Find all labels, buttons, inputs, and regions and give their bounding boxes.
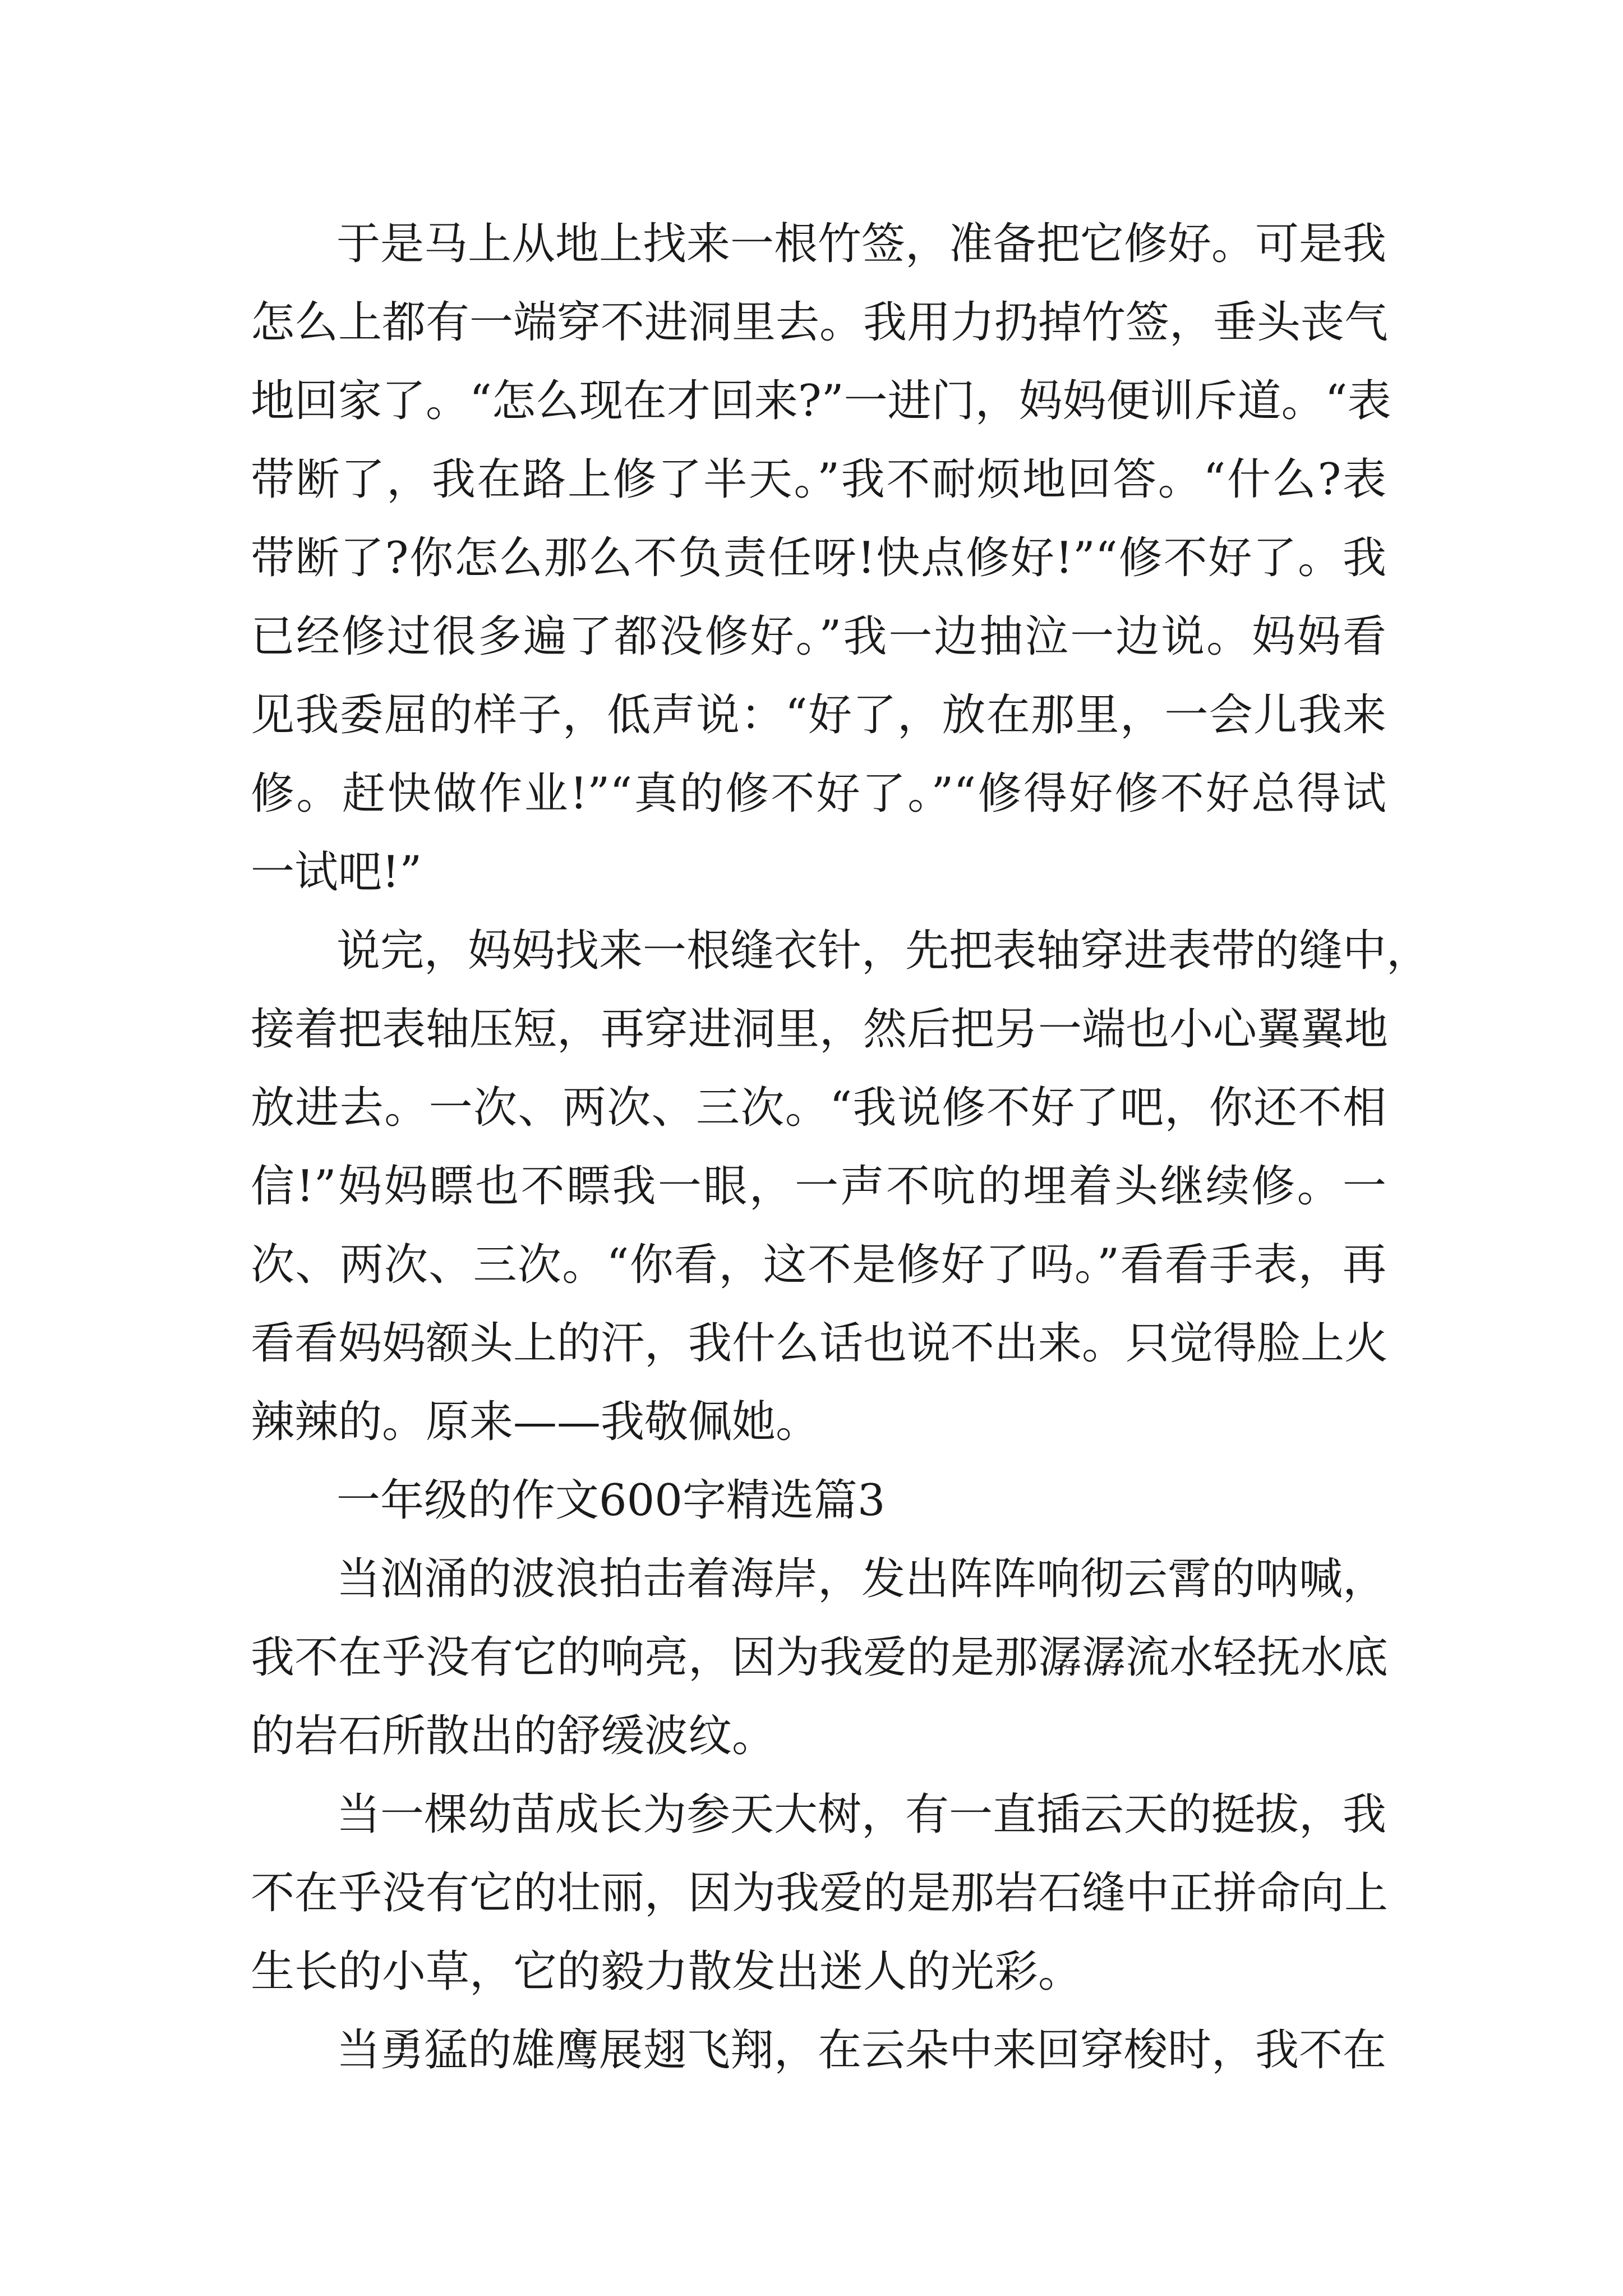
text-line: 接着把表轴压短，再穿进洞里，然后把另一端也小心翼翼地 <box>251 1004 1389 1055</box>
text-line: 当勇猛的雄鹰展翅飞翔，在云朵中来回穿梭时，我不在 <box>336 2025 1387 2076</box>
text-line: 生长的小草，它的毅力散发出迷人的光彩。 <box>251 1947 1082 1997</box>
text-line: 带断了，我在路上修了半天。”我不耐烦地回答。“什么?表 <box>251 454 1386 505</box>
text-line: 地回家了。“怎么现在才回来?”一进门，妈妈便训斥道。“表 <box>251 376 1391 426</box>
text-line: 于是马上从地上找来一根竹签，准备把它修好。可是我 <box>336 219 1387 269</box>
text-line: 当一棵幼苗成长为参天大树，有一直插云天的挺拔，我 <box>336 1789 1387 1840</box>
text-line: 我不在乎没有它的响亮，因为我爱的是那潺潺流水轻抚水底 <box>251 1632 1389 1683</box>
text-line: 修。赶快做作业!”“真的修不好了。”“修得好修不好总得试 <box>251 769 1386 819</box>
text-line: 次、两次、三次。“你看，这不是修好了吗。”看看手表，再 <box>251 1240 1386 1290</box>
section-heading: 一年级的作文600字精选篇3 <box>336 1475 886 1526</box>
text-line: 不在乎没有它的壮丽，因为我爱的是那岩石缝中正拼命向上 <box>251 1868 1389 1918</box>
text-line: 一试吧!” <box>251 847 422 898</box>
text-line: 辣辣的。原来——我敬佩她。 <box>251 1397 820 1447</box>
text-line: 说完，妈妈找来一根缝衣针，先把表轴穿进表带的缝中， <box>336 926 1431 976</box>
text-line: 看看妈妈额头上的汗，我什么话也说不出来。只觉得脸上火 <box>251 1318 1389 1369</box>
text-line: 带断了?你怎么那么不负责任呀!快点修好!”“修不好了。我 <box>251 533 1386 583</box>
text-line: 见我委屈的样子，低声说：“好了，放在那里，一会儿我来 <box>251 690 1386 740</box>
text-line: 怎么上都有一端穿不进洞里去。我用力扔掉竹签，垂头丧气 <box>251 297 1389 348</box>
text-line: 的岩石所散出的舒缓波纹。 <box>251 1711 776 1761</box>
text-line: 已经修过很多遍了都没修好。”我一边抽泣一边说。妈妈看 <box>251 611 1386 662</box>
text-line: 信!”妈妈瞟也不瞟我一眼，一声不吭的埋着头继续修。一 <box>251 1161 1386 1212</box>
text-line: 当汹涌的波浪拍击着海岸，发出阵阵响彻云霄的呐喊， <box>336 1554 1387 1604</box>
text-line: 放进去。一次、两次、三次。“我说修不好了吧，你还不相 <box>251 1083 1386 1133</box>
